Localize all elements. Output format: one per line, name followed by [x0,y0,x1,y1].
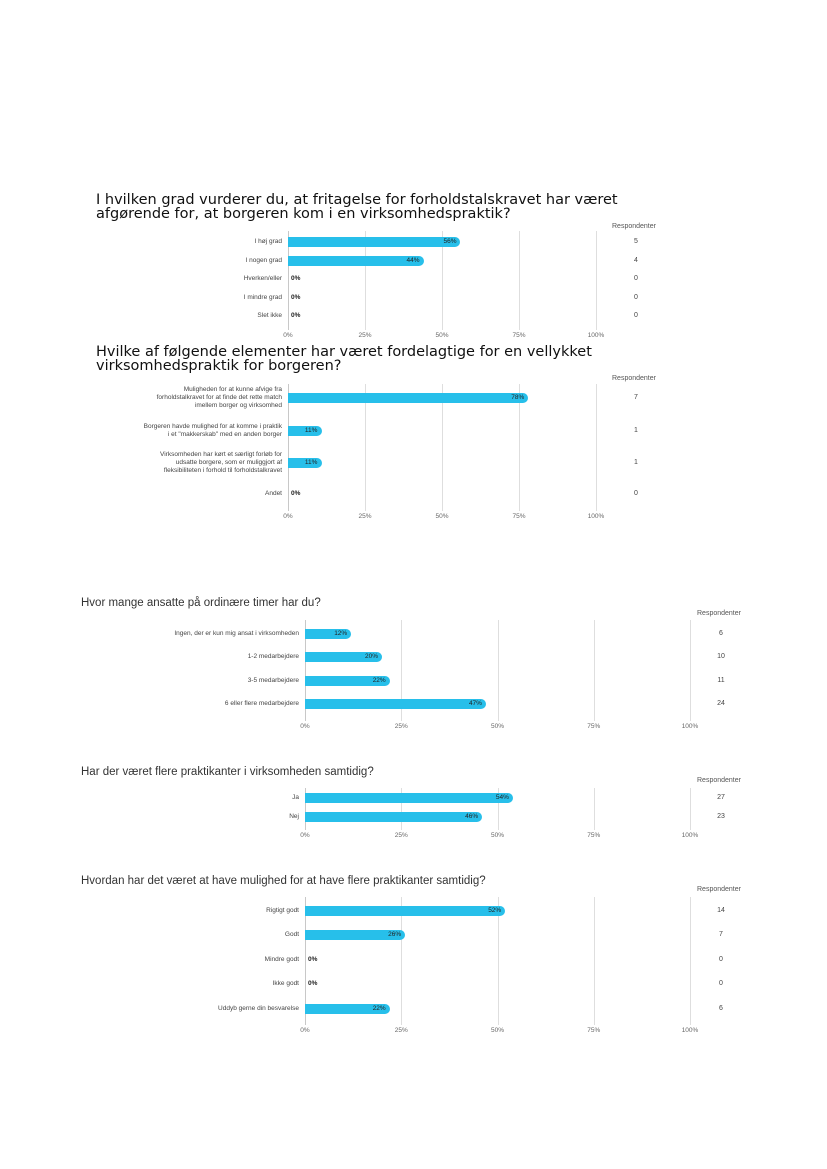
category-label: 3-5 medarbejdere [247,677,299,684]
data-label: 56% [443,238,457,245]
question-title: Hvilke af følgende elementer har været fordelagtige for en vellykket virksomhedspraktik for borgeren? [96,344,592,374]
category-label: I mindre grad [243,294,282,301]
category-label: Slet ikke [257,312,282,319]
respondent-count: 0 [634,294,638,301]
category-label: Ja [292,794,299,801]
gridline [594,788,595,830]
x-tick-label: 0% [300,832,310,839]
respondents-header: Respondenter [697,610,741,617]
data-label: 26% [388,931,402,938]
category-label: 6 eller flere medarbejdere [224,700,299,707]
data-label: 0% [291,294,301,301]
x-tick-label: 100% [681,832,699,839]
x-tick-label: 25% [358,332,372,339]
bar [305,793,513,803]
respondent-count: 4 [634,257,638,264]
question-title: Har der været flere praktikanter i virksomheden samtidig? [81,766,374,778]
respondent-count: 10 [717,653,725,660]
x-tick-label: 25% [358,513,372,520]
respondent-count: 23 [717,813,725,820]
gridline [498,620,499,721]
category-label: Ingen, der er kun mig ansat i virksomheden [174,630,299,637]
data-label: 0% [291,490,301,497]
respondent-count: 0 [634,312,638,319]
x-tick-label: 100% [587,513,605,520]
bar [305,906,505,916]
bar [288,237,460,247]
bar [288,393,528,403]
category-label: Virksomheden har kørt et særligt forløb for udsatte borgere, som er muliggjort af fleksibiliteten i forhold til forholdstalkravet [160,451,282,474]
respondent-count: 0 [719,980,723,987]
gridline [594,620,595,721]
category-label: Muligheden for at kunne afvige fra forholdstalkravet for at finde det rette match imellem borger og virksomhed [156,386,282,409]
respondent-count: 27 [717,794,725,801]
category-label: Borgeren havde mulighed for at komme i praktik i et "makkerskab" med en anden borger [143,423,282,438]
x-tick-label: 75% [587,723,601,730]
x-tick-label: 0% [300,1027,310,1034]
data-label: 11% [304,459,318,466]
gridline [690,788,691,830]
x-tick-label: 0% [283,513,293,520]
gridline [288,384,289,511]
data-label: 44% [406,257,420,264]
data-label: 78% [511,394,525,401]
x-tick-label: 50% [490,723,504,730]
gridline [596,231,597,330]
question-title: I hvilken grad vurderer du, at fritagelse for forholdstalskravet har været afgørende for, at borgeren kom i en virksomhedspraktik? [96,192,618,222]
category-label: I høj grad [254,238,282,245]
x-tick-label: 100% [587,332,605,339]
category-label: I nogen grad [245,257,282,264]
respondent-count: 7 [634,394,638,401]
category-label: Nej [289,813,299,820]
category-label: Hverken/eller [243,275,282,282]
x-tick-label: 75% [587,1027,601,1034]
x-tick-label: 50% [490,832,504,839]
respondent-count: 6 [719,1005,723,1012]
respondent-count: 1 [634,459,638,466]
data-label: 11% [304,427,318,434]
gridline [442,384,443,511]
respondents-header: Respondenter [612,375,656,382]
x-tick-label: 75% [587,832,601,839]
x-tick-label: 100% [681,723,699,730]
data-label: 0% [291,312,301,319]
gridline [690,620,691,721]
respondent-count: 1 [634,427,638,434]
respondent-count: 5 [634,238,638,245]
x-tick-label: 50% [490,1027,504,1034]
respondent-count: 0 [634,490,638,497]
data-label: 46% [465,813,479,820]
question-title: Hvordan har det været at have mulighed for at have flere praktikanter samtidig? [81,875,486,887]
data-label: 22% [372,1005,386,1012]
x-tick-label: 100% [681,1027,699,1034]
data-label: 0% [308,980,318,987]
bar [305,699,486,709]
respondent-count: 11 [717,677,725,684]
data-label: 20% [365,653,379,660]
respondent-count: 0 [634,275,638,282]
x-tick-label: 50% [435,332,449,339]
gridline [519,384,520,511]
data-label: 12% [334,630,348,637]
gridline [594,897,595,1025]
data-label: 52% [488,907,502,914]
respondent-count: 6 [719,630,723,637]
x-tick-label: 0% [300,723,310,730]
data-label: 54% [495,794,509,801]
respondents-header: Respondenter [612,223,656,230]
bar [305,812,482,822]
x-tick-label: 25% [394,1027,408,1034]
category-label: Mindre godt [264,956,299,963]
data-label: 0% [291,275,301,282]
data-label: 0% [308,956,318,963]
gridline [498,897,499,1025]
x-tick-label: 0% [283,332,293,339]
respondents-header: Respondenter [697,777,741,784]
gridline [365,384,366,511]
category-label: Godt [284,931,299,938]
gridline [596,384,597,511]
x-tick-label: 25% [394,832,408,839]
gridline [690,897,691,1025]
category-label: 1-2 medarbejdere [247,653,299,660]
x-tick-label: 75% [512,332,526,339]
question-title: Hvor mange ansatte på ordinære timer har du? [81,597,321,609]
respondent-count: 14 [717,907,725,914]
respondent-count: 7 [719,931,723,938]
x-tick-label: 50% [435,513,449,520]
category-label: Uddyb gerne din besvarelse [218,1005,299,1012]
bar [288,256,424,266]
category-label: Rigtigt godt [266,907,299,914]
x-tick-label: 25% [394,723,408,730]
data-label: 22% [372,677,386,684]
data-label: 47% [468,700,482,707]
respondent-count: 24 [717,700,725,707]
gridline [401,897,402,1025]
respondent-count: 0 [719,956,723,963]
x-tick-label: 75% [512,513,526,520]
category-label: Ikke godt [272,980,299,987]
gridline [519,231,520,330]
respondents-header: Respondenter [697,886,741,893]
category-label: Andet [265,490,282,497]
